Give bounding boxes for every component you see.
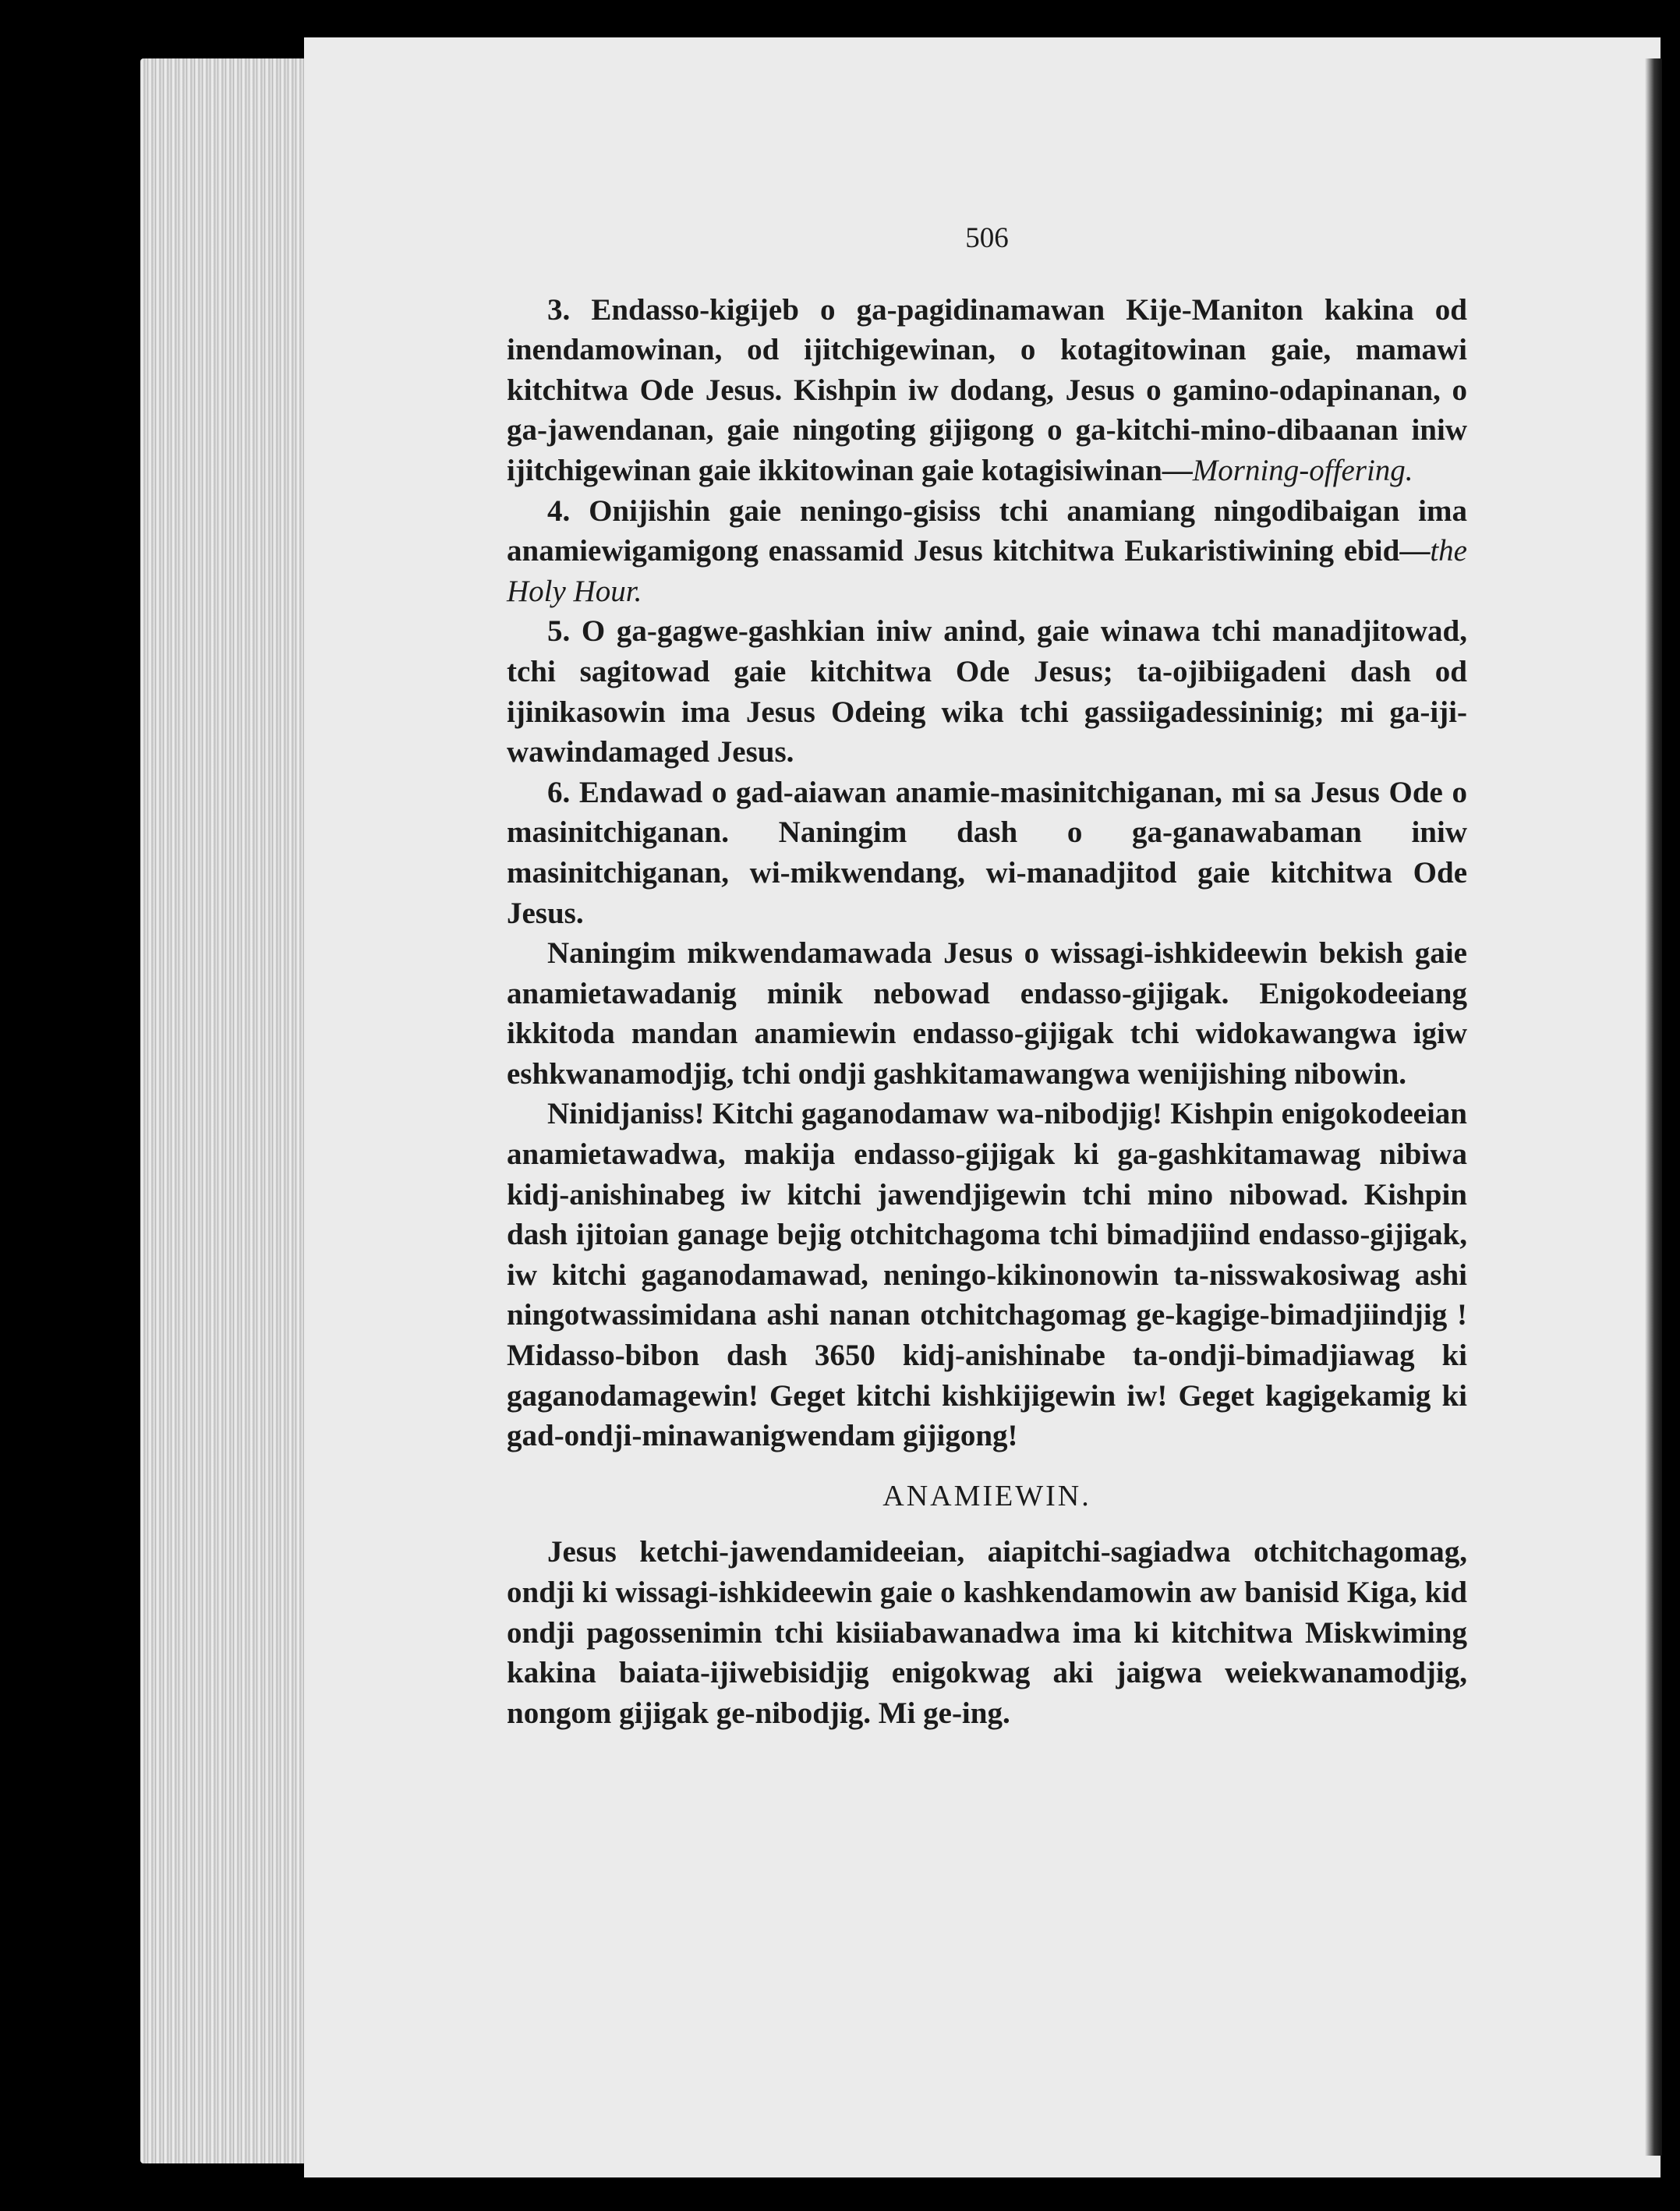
paragraph-text: 6. Endawad o gad-aiawan anamie-masinitchiganan, mi sa Jesus Ode o masinitchiganan. Naningim dash o ga-ganawabaman iniw masinitchiganan, wi-mikwendang, wi-manadjitod gaie kitchitwa Ode Jesus. [507, 775, 1467, 930]
book-page-edges [140, 58, 320, 2163]
paragraph-text: Naningim mikwendamawada Jesus o wissagi-ishkideewin bekish gaie anamietawadanig minik nebowad endasso-gijigak. Enigokodeeiang ikkitoda mandan anamiewin endasso-gijigak tchi widokawangwa igiw eshkwanamodjig, tchi ondji gashkitamawangwa wenijishing nibowin. [507, 936, 1467, 1091]
book-right-edge [1645, 58, 1662, 2156]
paragraph-ninidjaniss [507, 1094, 1467, 1456]
paragraph-4 [507, 491, 1467, 612]
prayer-paragraph: Jesus ketchi-jawendamideeian, aiapitchi-sagiadwa otchitchagomag, ondji ki wissagi-ishkideewin gaie o kashkendamowin aw banisid Kiga, kid ondji pagossenimin tchi kisiiabawanadwa ima ki kitchitwa Miskwiming kakina baiata-ijiwebisidjig enigokwag aki jaigwa weiekwanamodjig, nongom gijigak ge-nibodjig. Mi ge-ing. [507, 1535, 1467, 1730]
paragraph-text: 4. Onijishin gaie neningo-gisiss tchi anamiang ningodibaigan ima anamiewigamigong enassamid Jesus kitchitwa Eukaristiwining ebid— [507, 493, 1467, 568]
paragraph-6 [507, 773, 1467, 933]
paragraph-5 [507, 611, 1467, 772]
paragraph-text: 3. Endasso-kigijeb o ga-pagidinamawan Kije-Maniton kakina od inendamowinan, od ijitchigewinan, o kotagitowinan gaie, mamawi kitchitwa Ode Jesus. Kishpin iw dodang, Jesus o gamino-odapinanan, o ga-jawendanan, gaie ningoting gijigong o ga-kitchi-mino-dibaanan iniw ijitchigewinan gaie ikkitowinan gaie kotagisiwinan— [507, 292, 1467, 487]
paragraph-text: 5. O ga-gagwe-gashkian iniw anind, gaie winawa tchi manadjitowad, tchi sagitowad gaie kitchitwa Ode Jesus; ta-ojibiigadeni dash od ijinikasowin ima Jesus Odeing wika tchi gassiigadessininig; mi ga-iji-wawindamaged Jesus. [507, 614, 1467, 769]
paragraph-italic: Morning-offering. [1192, 453, 1413, 487]
paragraph-naningim [507, 933, 1467, 1094]
paragraph-3 [507, 290, 1467, 491]
page-text-block [507, 218, 1467, 1733]
paragraph-text: Ninidjaniss! Kitchi gaganodamaw wa-nibodjig! Kishpin enigokodeeian anamietawadwa, makija endasso-gijigak ki ga-gashkitamawag nibiwa kidj-anishinabeg iw kitchi jawendjigewin tchi mino nibowad. Kishpin dash ijitoian ganage bejig otchitchagoma tchi bimadjiind endasso-gijigak, iw kitchi gaganodamawad, neningo-kikinonowin ta-nisswakosiwag ashi ningotwassimidana ashi nanan otchitchagomag ge-kagige-bimadjiindjig ! Midasso-bibon dash 3650 kidj-anishinabe ta-ondji-bimadjiawag ki gaganodamagewin! Geget kitchi kishkijigewin iw! Geget kagigekamig ki gad-ondji-minawanigwendam gijigong! [507, 1097, 1467, 1453]
page-number: 506 [965, 222, 1009, 254]
section-title: ANAMIEWIN. [882, 1479, 1091, 1512]
paragraph-italic: the Holy Hour. [507, 534, 1467, 608]
